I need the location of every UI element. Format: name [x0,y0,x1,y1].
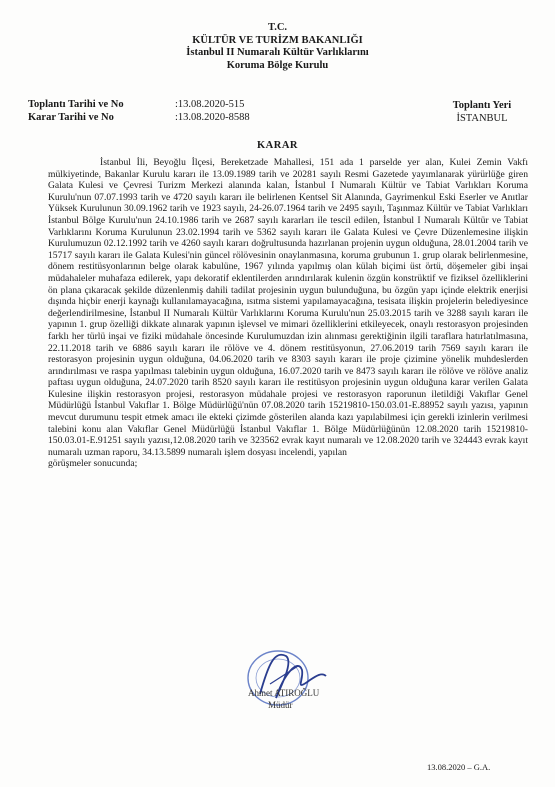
place-value: İSTANBUL [456,113,508,124]
decision-paragraph: İstanbul İli, Beyoğlu İlçesi, Bereketzade Mahallesi, 151 ada 1 parselde yer alan, Kulei Zemin Vakfı mülkiyetinde, Bakanlar Kurulu kararı ile 13.09.1989 tarih ve 20281 sayılı Resmi Gazetede yayımlanarak yürürlüğe giren Galata Kulesi ve Çevresi Turizm Merkezi alanında kalan, İstanbul I Numaralı Kültür ve Tabiat Varlıkları Koruma Kurulu'nun 07.07.1993 tarih ve 4720 sayılı kararı ile belirlenen Kentsel Sit Alanında, Gayrimenkul Eski Eserler ve Anıtlar Yüksek Kurulunun 30.09.1962 tarih ve 1923 sayılı, 24-26.07.1964 tarih ve 2495 sayılı, Taşınmaz Kültür ve Tabiat Varlıkları İstanbul Bölge Kurulu'nun 24.10.1986 tarih ve 2687 sayılı kararları ile tescil edilen, İstanbul I Numaralı Kültür ve Tabiat Varlıklarını Koruma Kurulunun 23.02.1994 tarih ve 5362 sayılı kararı ile Galata Kulesi ve Çevre Düzenlemesine ilişkin Kurulumuzun 02.12.1992 tarih ve 4260 sayılı kararı doğrultusunda hazırlanan projenin uygun olduğuna, 28.01.2004 tarih ve 15717 sayılı kararı ile Galata Kulesi'nin güncel rölövesinin onaylanmasına, koruma grubunun 1. grup olarak belirlenmesine, dönem restitüsyonlarının belge olarak kabulüne, 1967 yılında yapılmış olan külah biçimi üst örtü, döşemeler gibi inşai müdahaleler muhafaza edilerek, yapı dekoratif eklentilerden arındırılarak kulenin özgün konstrüktif ve fiziksel özelliklerini ön plana çıkaracak şekilde düzenlenmiş dahili tadilat projesinin uygun bulunduğuna, bu özgün yapı içinde elektrik enerjisi dışında hiçbir enerji kaynağı kullanılamayacağına, ısıtma sistemi yapılamayacağına, tesisata ilişkin projelerin belediyesince değerlendirilmesine, İstanbul II Numaralı Kültür Varlıklarını Koruma Kurulu'nun 25.03.2015 tarih ve 3288 sayılı kararı ile yapının 1. grup özelliği dikkate alınarak yapının işlevsel ve mimari özelliklerini etkileyecek, onaylı restorasyon projesinden farklı her türlü inşai ve fiziki müdahale öncesinde Kurulumuzdan izin alınması gerektiğinin ilgili taraflara hatırlatılmasına, 22.11.2018 tarih ve 6886 sayılı kararı ile rölöve ve 4. dönem restitüsyonun, 27.06.2019 tarih 7569 sayılı kararı ile restorasyon projesinin uygun olduğuna, 04.06.2020 tarih ve 8303 sayılı kararı ile proje çizimine yönelik muhdeslerden arındırılması ve raspa yapılması talebinin uygun olduğuna, 16.07.2020 tarih ve 8473 sayılı kararı ile rölöve ve rölöve analiz paftası uygun olduğuna, 24.07.2020 tarih 8520 sayılı kararı ile restitüsyon projesinin uygun olduğuna karar verilen Galata Kulesine ilişkin restorasyon projesi, restorasyon müdahale projesi ve restorasyon raporunun iletildiği Vakıflar Genel Müdürlüğü İstanbul Vakıflar 1. Bölge Müdürlüğü'nün 07.08.2020 tarih 15219810-150.03.01-E.88952 sayılı yazısı, yapının mevcut durumunu tespit etmek amacı ile ekteki çizimde gösterilen alanda kazı yapılabilmesi için gerekli izinlerin verilmesi talebini konu alan Vakıflar Genel Müdürlüğü İstanbul Vakıflar 1. Bölge Müdürlüğünün 12.08.2020 tarih 15219810-150.03.01-E.91251 sayılı yazısı,12.08.2020 tarih ve 323562 evrak kayıt numaralı ve 12.08.2020 tarih ve 324443 evrak kayıt numaralı uzman raporu, 34.13.5899 numaralı işlem dosyası incelendi, yapılan [48,157,528,458]
decision-row [28,111,250,124]
signature-title: Müdür [268,700,293,710]
header-board: İstanbul II Numaralı Kültür Varlıklarını [186,47,369,58]
header-board-sub: Koruma Bölge Kurulu [226,59,329,71]
meeting-label: Toplantı Tarihi ve No [28,99,124,110]
header-ministry: KÜLTÜR VE TURİZM BAKANLIĞI [192,34,363,46]
meeting-info [28,98,250,124]
meeting-place [432,99,532,125]
header-tc: T.C. [267,22,288,33]
footer-date: 13.08.2020 – G.A. [427,762,491,772]
decision-value: :13.08.2020-8588 [175,112,250,123]
signature-name: Ahmet ATIROĞLU [248,688,320,698]
meeting-row [28,98,250,111]
place-label: Toplantı Yeri [452,100,512,111]
meeting-value: :13.08.2020-515 [175,99,245,110]
document-header [0,22,555,72]
decision-closing: görüşmeler sonucunda; [48,458,138,470]
decision-title: KARAR [257,140,298,151]
decision-label: Karar Tarihi ve No [28,112,114,123]
decision-body [48,157,528,470]
